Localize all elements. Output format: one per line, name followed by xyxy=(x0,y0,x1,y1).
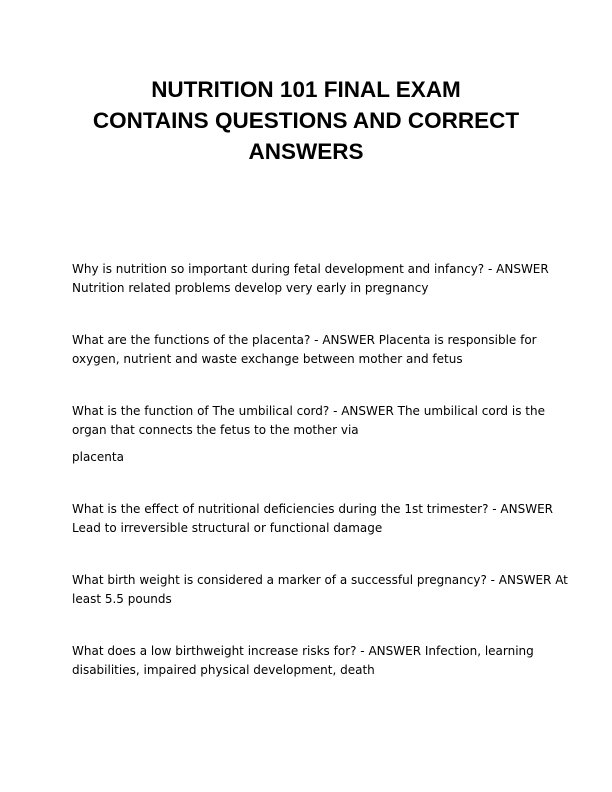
qa-continuation: placenta xyxy=(72,450,124,464)
qa-line: least 5.5 pounds xyxy=(72,592,172,606)
qa-line: Nutrition related problems develop very early in pregnancy xyxy=(72,281,429,295)
qa-line: What birth weight is considered a marker of a successful pregnancy? - ANSWER At xyxy=(72,573,568,587)
title-line: NUTRITION 101 FINAL EXAM xyxy=(151,77,461,102)
qa-line: What is the effect of nutritional deficiencies during the 1st trimester? - ANSWER xyxy=(72,502,553,516)
qa-line: disabilities, impaired physical development, death xyxy=(72,663,375,677)
qa-line: What are the functions of the placenta? - ANSWER Placenta is responsible for xyxy=(72,333,537,347)
qa-line: Lead to irreversible structural or functional damage xyxy=(72,521,383,535)
title-line: ANSWERS xyxy=(248,139,364,164)
qa-item xyxy=(72,571,568,609)
qa-line: organ that connects the fetus to the mother via xyxy=(72,423,359,437)
qa-line: What does a low birthweight increase risks for? - ANSWER Infection, learning xyxy=(72,644,534,658)
qa-item xyxy=(72,642,552,680)
qa-line: Why is nutrition so important during fetal development and infancy? - ANSWER xyxy=(72,262,549,276)
qa-line: What is the function of The umbilical cord? - ANSWER The umbilical cord is the xyxy=(72,404,545,418)
title-line: CONTAINS QUESTIONS AND CORRECT xyxy=(92,108,520,133)
document-title xyxy=(40,74,572,167)
qa-line: oxygen, nutrient and waste exchange between mother and fetus xyxy=(72,352,463,366)
qa-item xyxy=(72,331,552,369)
qa-item xyxy=(72,500,552,538)
qa-item xyxy=(72,260,552,298)
qa-item xyxy=(72,402,552,440)
